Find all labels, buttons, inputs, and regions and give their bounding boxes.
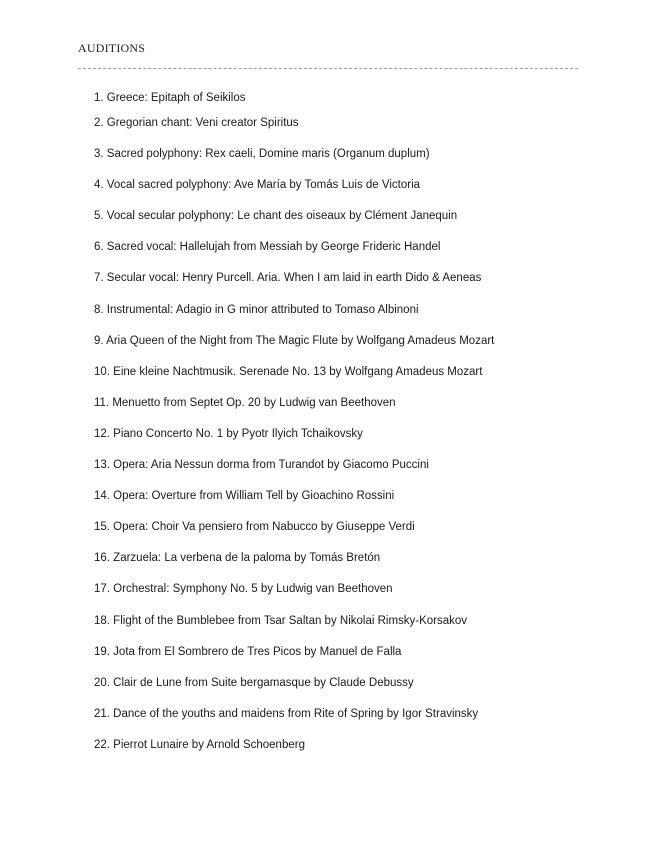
page-title: AUDITIONS <box>78 41 146 55</box>
list-item: 3. Sacred polyphony: Rex caeli, Domine maris (Organum duplum) <box>94 148 430 161</box>
list-item: 5. Vocal secular polyphony: Le chant des oiseaux by Clément Janequin <box>94 210 458 223</box>
audition-list <box>94 90 494 768</box>
title-divider <box>78 68 578 69</box>
list-item: 1. Greece: Epitaph of Seikilos <box>94 92 246 104</box>
list-item: 19. Jota from El Sombrero de Tres Picos by Manuel de Falla <box>94 645 402 658</box>
list-item: 8. Instrumental: Adagio in G minor attributed to Tomaso Albinoni <box>94 303 419 316</box>
list-item: 10. Eine kleine Nachtmusik. Serenade No. 13 by Wolfgang Amadeus Mozart <box>94 365 483 378</box>
list-item: 15. Opera: Choir Va pensiero from Nabucco by Giuseppe Verdi <box>94 521 415 534</box>
list-item: 7. Secular vocal: Henry Purcell. Aria. When I am laid in earth Dido & Aeneas <box>94 272 482 285</box>
list-item: 14. Opera: Overture from William Tell by Gioachino Rossini <box>94 490 395 503</box>
list-item: 11. Menuetto from Septet Op. 20 by Ludwig van Beethoven <box>94 396 396 409</box>
list-item: 12. Piano Concerto No. 1 by Pyotr Ilyich Tchaikovsky <box>94 427 363 440</box>
list-item: 20. Clair de Lune from Suite bergamasque by Claude Debussy <box>94 676 414 689</box>
list-item: 22. Pierrot Lunaire by Arnold Schoenberg <box>94 738 305 751</box>
list-item: 13. Opera: Aria Nessun dorma from Turandot by Giacomo Puccini <box>94 459 429 472</box>
list-item: 21. Dance of the youths and maidens from Rite of Spring by Igor Stravinsky <box>94 707 479 720</box>
list-item: 9. Aria Queen of the Night from The Magic Flute by Wolfgang Amadeus Mozart <box>94 334 495 347</box>
list-item: 6. Sacred vocal: Hallelujah from Messiah by George Frideric Handel <box>94 241 441 254</box>
list-item: 2. Gregorian chant: Veni creator Spiritus <box>94 117 299 129</box>
list-item: 16. Zarzuela: La verbena de la paloma by Tomás Bretón <box>94 552 381 565</box>
list-item: 18. Flight of the Bumblebee from Tsar Saltan by Nikolai Rimsky-Korsakov <box>94 614 468 627</box>
list-item: 4. Vocal sacred polyphony: Ave María by Tomás Luis de Victoria <box>94 179 421 192</box>
list-item: 17. Orchestral: Symphony No. 5 by Ludwig van Beethoven <box>94 583 393 596</box>
